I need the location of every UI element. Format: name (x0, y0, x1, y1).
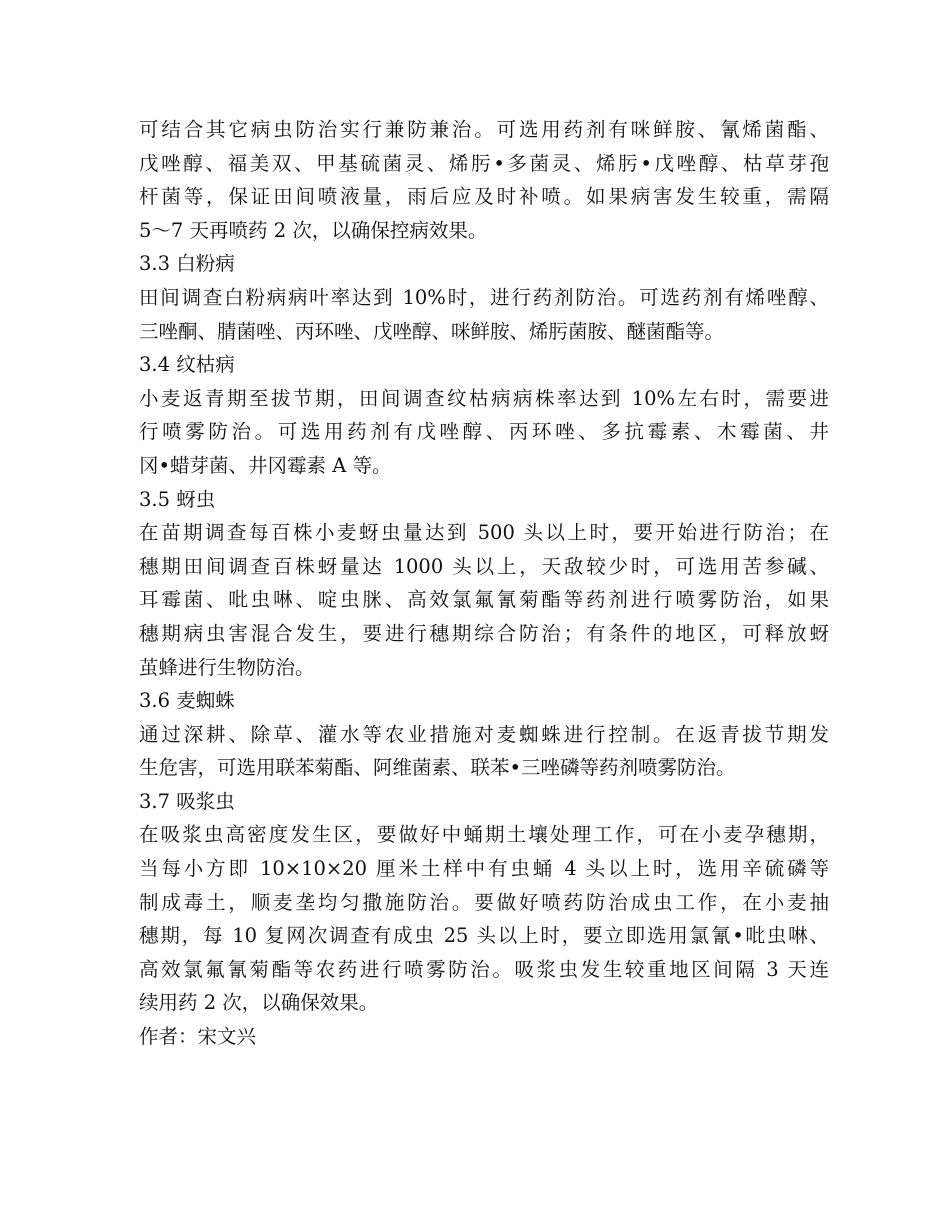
text-line: 5～7 天再喷药 2 次，以确保控病效果。 (139, 218, 488, 242)
text-line: 耳霉菌、吡虫啉、啶虫脒、高效氯氟氰菊酯等药剂进行喷雾防治，如果 (139, 588, 829, 612)
text-line: 通过深耕、除草、灌水等农业措施对麦蜘蛛进行控制。在返青拔节期发 (139, 722, 829, 746)
section-heading: 3.3 白粉病 (139, 252, 235, 276)
section-powdery-mildew (139, 247, 829, 348)
text-line: 当每小方即 10×10×20 厘米土样中有虫蛹 4 头以上时，选用辛硫磷等 (139, 857, 829, 881)
text-line: 穗期，每 10 复网次调查有成虫 25 头以上时，要立即选用氯氰•吡虫啉、 (139, 924, 829, 948)
section-wheat-spider (139, 684, 829, 785)
section-heading: 3.4 纹枯病 (139, 353, 235, 377)
text-line: 生危害，可选用联苯菊酯、阿维菌素、联苯•三唑磷等药剂喷雾防治。 (139, 756, 736, 780)
text-line: 高效氯氟氰菊酯等农药进行喷雾防治。吸浆虫发生较重地区间隔 3 天连 (139, 957, 829, 981)
text-line: 在吸浆虫高密度发生区，要做好中蛹期土壤处理工作，可在小麦孕穗期， (139, 823, 829, 847)
text-line: 田间调查白粉病病叶率达到 10%时，进行药剂防治。可选药剂有烯唑醇、 (139, 285, 829, 309)
text-line: 制成毒土，顺麦垄均匀撒施防治。要做好喷药防治成虫工作，在小麦抽 (139, 890, 829, 914)
text-line: 茧蜂进行生物防治。 (139, 655, 315, 679)
author-line: 作者：宋文兴 (139, 1025, 257, 1049)
section-sharp-eyespot (139, 348, 829, 482)
text-line: 在苗期调查每百株小麦蚜虫量达到 500 头以上时，要开始进行防治；在 (139, 521, 829, 545)
section-heading: 3.5 蚜虫 (139, 487, 216, 511)
text-line: 穗期病虫害混合发生，要进行穗期综合防治；有条件的地区，可释放蚜 (139, 621, 829, 645)
text-line: 行喷雾防治。可选用药剂有戊唑醇、丙环唑、多抗霉素、木霉菌、井 (139, 420, 829, 444)
text-line: 冈•蜡芽菌、井冈霉素 A 等。 (139, 453, 392, 477)
text-line: 杆菌等，保证田间喷液量，雨后应及时补喷。如果病害发生较重，需隔 (139, 185, 829, 209)
text-line: 可结合其它病虫防治实行兼防兼治。可选用药剂有咪鲜胺、氰烯菌酯、 (139, 118, 829, 141)
text-line: 续用药 2 次，以确保效果。 (139, 991, 379, 1015)
text-line: 三唑酮、腈菌唑、丙环唑、戊唑醇、咪鲜胺、烯肟菌胺、醚菌酯等。 (139, 319, 725, 343)
text-line: 小麦返青期至拔节期，田间调查纹枯病病株率达到 10%左右时，需要进 (139, 386, 829, 410)
intro-paragraph (139, 113, 829, 247)
text-line: 戊唑醇、福美双、甲基硫菌灵、烯肟•多菌灵、烯肟•戊唑醇、枯草芽孢 (139, 151, 829, 175)
section-heading: 3.6 麦蜘蛛 (139, 689, 235, 713)
document-body (139, 113, 829, 1054)
section-heading: 3.7 吸浆虫 (139, 789, 235, 813)
section-wheat-midge (139, 785, 829, 1020)
text-line: 穗期田间调查百株蚜量达 1000 头以上，天敌较少时，可选用苦参碱、 (139, 554, 829, 578)
section-aphid (139, 483, 829, 685)
